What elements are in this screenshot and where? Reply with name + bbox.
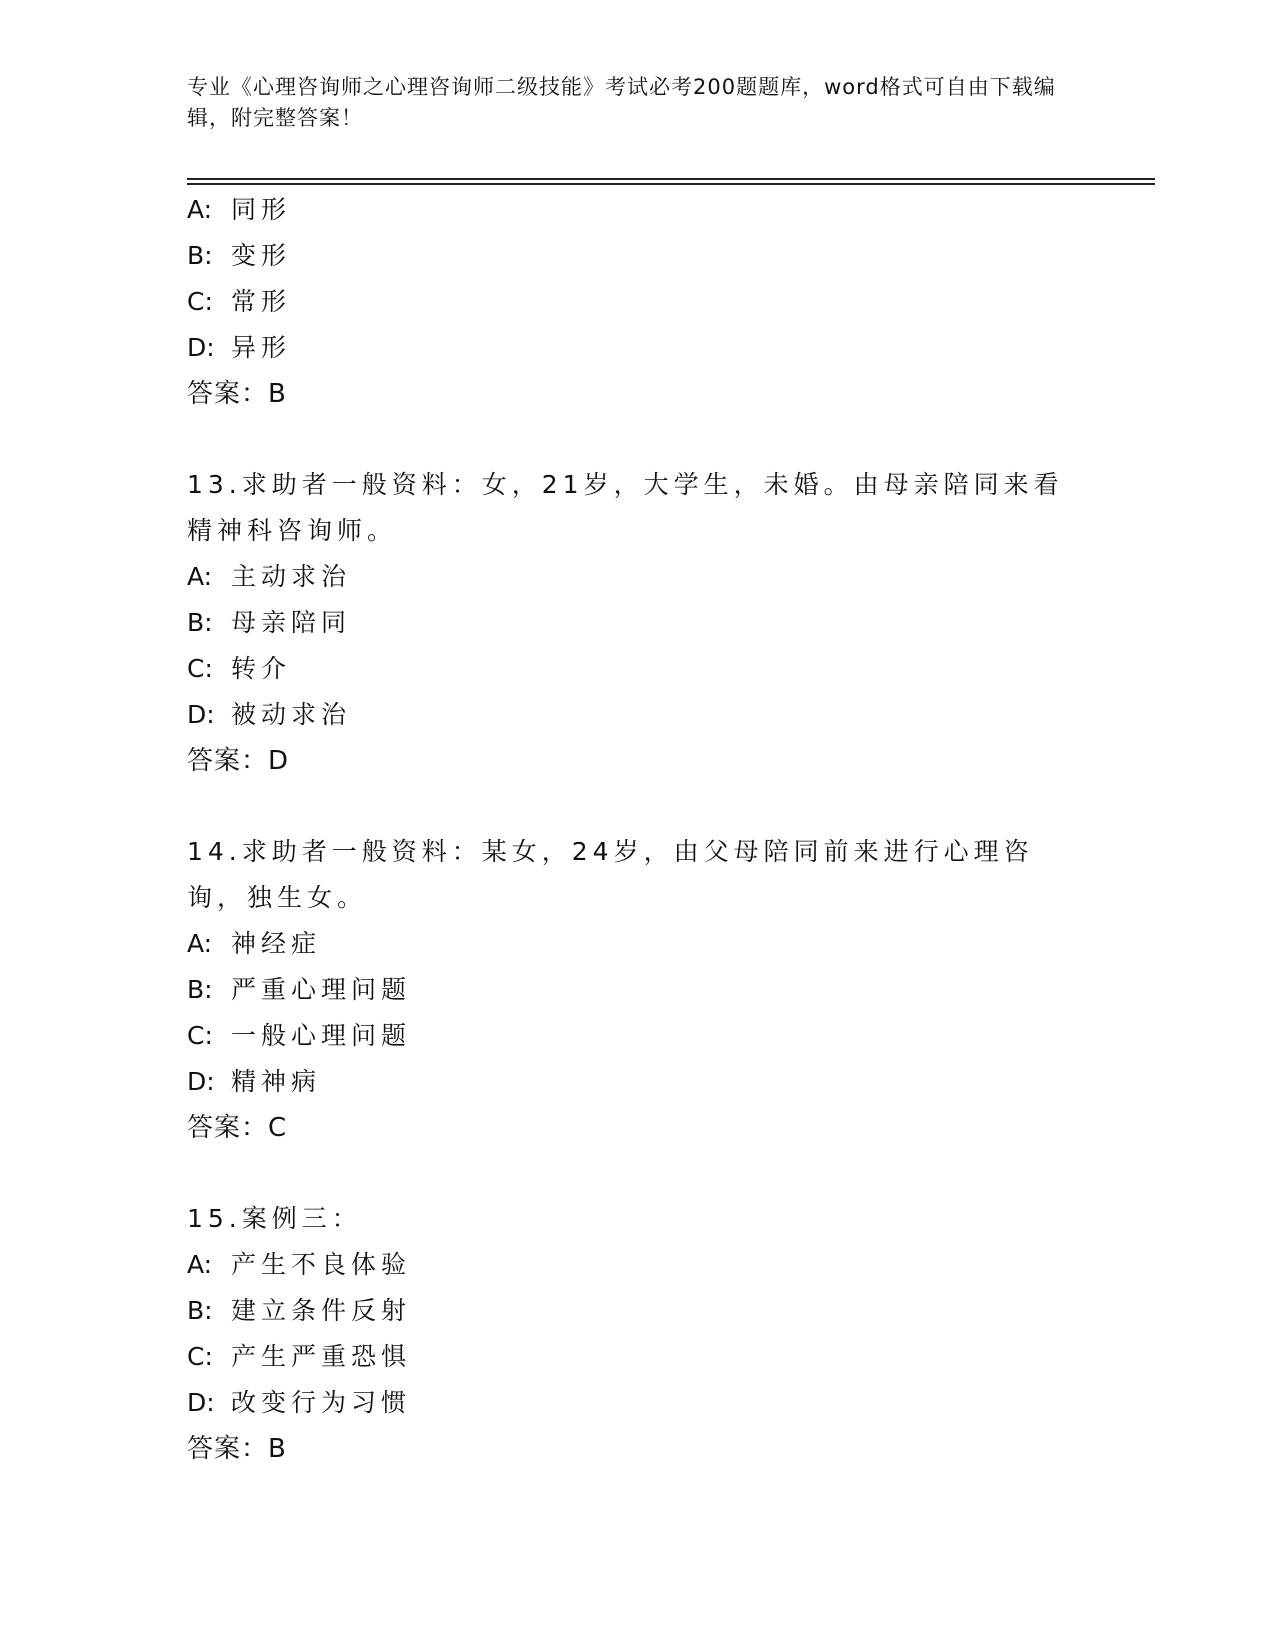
question-block-14: [187, 829, 1087, 1151]
question-stem: 15.案例三：: [187, 1204, 362, 1233]
option-d: D: 改变行为习惯: [187, 1388, 412, 1417]
answer-line: 答案：C: [187, 1113, 288, 1143]
option-a: A: 同形: [187, 195, 292, 224]
question-stem: 14.求助者一般资料：某女，24岁，由父母陪同前来进行心理咨询，独生女。: [187, 837, 1034, 912]
question-stem: 13.求助者一般资料：女，21岁，大学生，未婚。由母亲陪同来看精神科咨询师。: [187, 470, 1064, 545]
option-c: C: 转介: [187, 654, 292, 683]
option-d: D: 被动求治: [187, 700, 352, 729]
header-divider-bottom: [187, 183, 1155, 185]
question-block-13: [187, 462, 1087, 784]
option-b: B: 建立条件反射: [187, 1296, 412, 1325]
header-divider-top: [187, 178, 1155, 180]
answer-line: 答案：B: [187, 379, 287, 409]
answer-line: 答案：D: [187, 746, 290, 776]
option-b: B: 母亲陪同: [187, 608, 352, 637]
option-d: D: 精神病: [187, 1067, 322, 1096]
question-block-12: [187, 187, 1087, 417]
option-a: A: 神经症: [187, 929, 322, 958]
question-block-15: [187, 1196, 1087, 1472]
option-c: C: 一般心理问题: [187, 1021, 412, 1050]
answer-line: 答案：B: [187, 1434, 287, 1464]
option-c: C: 常形: [187, 287, 292, 316]
option-a: A: 产生不良体验: [187, 1250, 412, 1279]
option-c: C: 产生严重恐惧: [187, 1342, 412, 1371]
option-d: D: 异形: [187, 333, 292, 362]
document-header: 专业《心理咨询师之心理咨询师二级技能》考试必考200题题库，word格式可自由下载编辑，附完整答案！: [187, 75, 1056, 130]
option-a: A: 主动求治: [187, 562, 352, 591]
option-b: B: 严重心理问题: [187, 975, 412, 1004]
question-list: [187, 187, 1087, 1472]
option-b: B: 变形: [187, 241, 292, 270]
